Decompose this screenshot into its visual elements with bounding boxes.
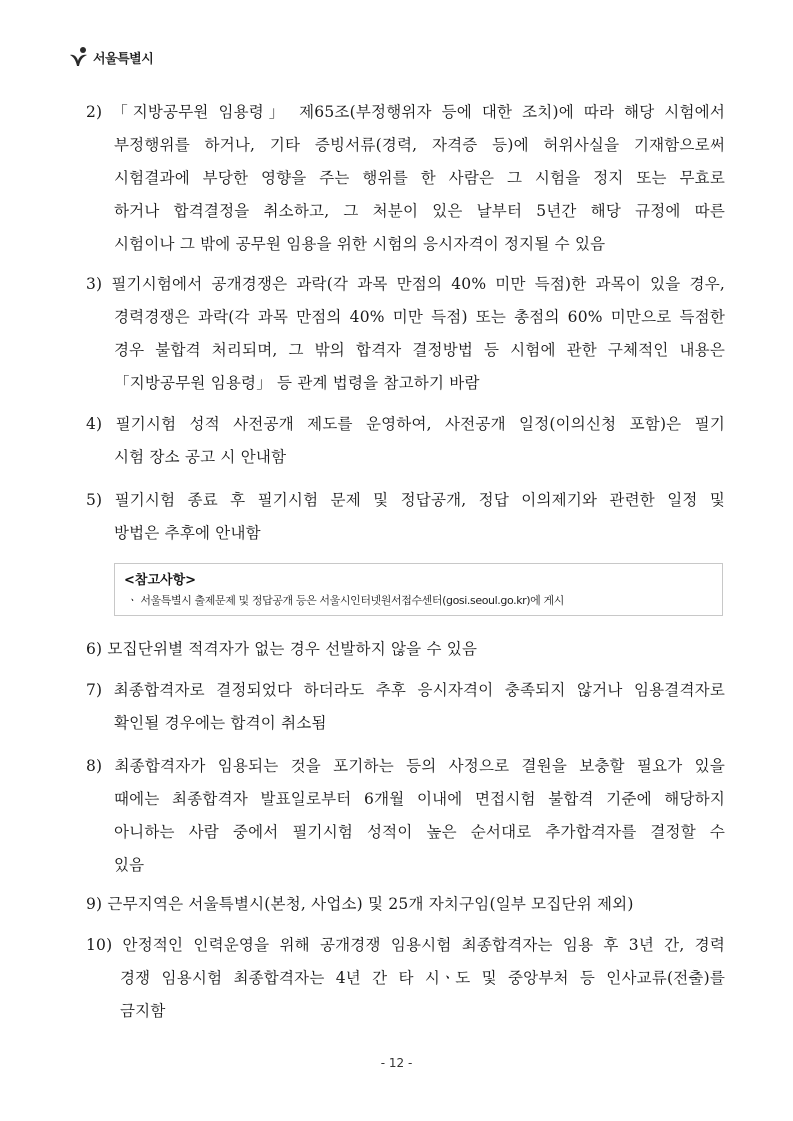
notice-item-9 xyxy=(86,888,725,921)
item-line: 5) 필기시험 종료 후 필기시험 문제 및 정답공개, 정답 이의제기와 관련한 일정 및 xyxy=(86,491,725,509)
item-line: 있음 xyxy=(114,856,145,874)
notice-item-8 xyxy=(86,750,725,882)
item-line: 경우 불합격 처리되며, 그 밖의 합격자 결정방법 등 시험에 관한 구체적인 내용은 xyxy=(114,341,725,359)
notice-item-6 xyxy=(86,633,725,666)
org-name: 서울특별시 xyxy=(93,51,154,67)
seoul-logo xyxy=(68,46,153,68)
item-line: 아니하는 사람 중에서 필기시험 성적이 높은 순서대로 추가합격자를 결정할 수 xyxy=(114,823,725,841)
reference-title: <참고사항> xyxy=(124,573,197,588)
reference-box xyxy=(114,563,723,616)
seoul-logo-icon xyxy=(68,46,90,68)
item-line: 시험 장소 공고 시 안내함 xyxy=(114,448,287,466)
item-line: 금지함 xyxy=(120,1002,166,1020)
reference-text: ㆍ 서울특별시 출제문제 및 정답공개 등은 서울시인터넷원서접수센터(gosi.seoul.go.kr)에 게시 xyxy=(127,594,564,607)
notice-item-4 xyxy=(86,408,725,474)
notice-item-10 xyxy=(86,929,725,1028)
notice-item-7 xyxy=(86,674,725,740)
item-line: 3) 필기시험에서 공개경쟁은 과락(각 과목 만점의 40% 미만 득점)한 과목이 있을 경우, xyxy=(86,275,725,293)
item-line: 확인될 경우에는 합격이 취소됨 xyxy=(114,714,327,732)
item-line: 경력경쟁은 과락(각 과목 만점의 40% 미만 득점) 또는 총점의 60% 미만으로 득점한 xyxy=(114,308,725,326)
item-line: 때에는 최종합격자 발표일로부터 6개월 이내에 면접시험 불합격 기준에 해당하지 xyxy=(114,790,725,808)
item-line: 「지방공무원 임용령」 등 관계 법령을 참고하기 바람 xyxy=(114,374,480,392)
item-line: 시험결과에 부당한 영향을 주는 행위를 한 사람은 그 시험을 정지 또는 무효로 xyxy=(114,169,725,187)
item-line: 6) 모집단위별 적격자가 없는 경우 선발하지 않을 수 있음 xyxy=(86,640,478,658)
notice-item-5 xyxy=(86,484,725,550)
item-line: 시험이나 그 밖에 공무원 임용을 위한 시험의 응시자격이 정지될 수 있음 xyxy=(114,235,606,253)
item-line: 부정행위를 하거나, 기타 증빙서류(경력, 자격증 등)에 허위사실을 기재함으로써 xyxy=(114,136,725,154)
item-line: 경쟁 임용시험 최종합격자는 4년 간 타 시ㆍ도 및 중앙부처 등 인사교류(전출)를 xyxy=(120,969,725,987)
item-line: 하거나 합격결정을 취소하고, 그 처분이 있은 날부터 5년간 해당 규정에 따른 xyxy=(114,202,725,220)
item-line: 2) 「지방공무원 임용령」 제65조(부정행위자 등에 대한 조치)에 따라 해당 시험에서 xyxy=(86,103,725,121)
item-line: 8) 최종합격자가 임용되는 것을 포기하는 등의 사정으로 결원을 보충할 필요가 있을 xyxy=(86,757,725,775)
page-number: - 12 - xyxy=(380,1056,413,1070)
item-line: 9) 근무지역은 서울특별시(본청, 사업소) 및 25개 자치구임(일부 모집단위 제외) xyxy=(86,895,634,913)
item-line: 10) 안정적인 인력운영을 위해 공개경쟁 임용시험 최종합격자는 임용 후 3년 간, 경력 xyxy=(86,936,725,954)
item-line: 4) 필기시험 성적 사전공개 제도를 운영하여, 사전공개 일정(이의신청 포함)은 필기 xyxy=(86,415,725,433)
item-line: 방법은 추후에 안내함 xyxy=(114,524,261,542)
notice-item-2 xyxy=(86,96,725,261)
item-line: 7) 최종합격자로 결정되었다 하더라도 추후 응시자격이 충족되지 않거나 임용결격자로 xyxy=(86,681,725,699)
notice-item-3 xyxy=(86,268,725,400)
